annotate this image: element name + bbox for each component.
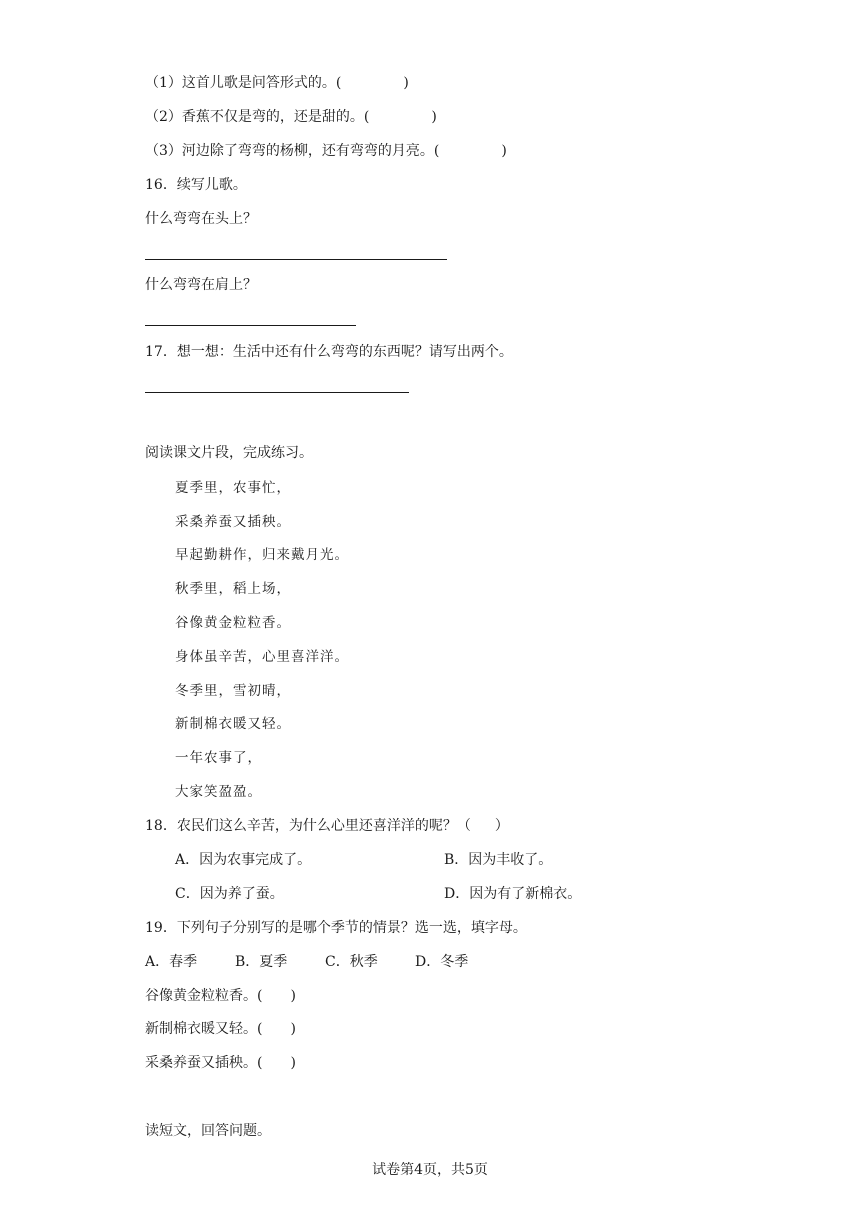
q19-sentence-3: 采桑养蚕又插秧。( ) xyxy=(145,1055,296,1071)
q19-title: 19．下列句子分别写的是哪个季节的情景？选一选，填字母。 xyxy=(145,920,527,936)
q15-item-1: （1）这首儿歌是问答形式的。( ) xyxy=(145,75,409,91)
q19-choice-b: B．夏季 xyxy=(235,954,288,970)
q16-prompt-2: 什么弯弯在肩上？ xyxy=(145,277,257,293)
q19-choice-d: D．冬季 xyxy=(415,954,469,970)
q18-title-text: 18．农民们这么辛苦，为什么心里还喜洋洋的呢？（ xyxy=(145,818,471,834)
q17-title: 17．想一想：生活中还有什么弯弯的东西呢？请写出两个。 xyxy=(145,344,513,360)
reading1-instruction: 阅读课文片段，完成练习。 xyxy=(145,445,313,461)
q15-item-2: （2）香蕉不仅是弯的，还是甜的。( ) xyxy=(145,109,437,125)
q15-item-2-text: （2）香蕉不仅是弯的，还是甜的。( xyxy=(145,109,370,125)
poem-line: 冬季里，雪初晴， xyxy=(175,683,291,699)
q19-choice-c: C．秋季 xyxy=(325,954,378,970)
answer-line-1[interactable] xyxy=(145,259,447,260)
q19-sentence-2: 新制棉衣暖又轻。( ) xyxy=(145,1021,296,1037)
poem-line: 秋季里，稻上场， xyxy=(175,581,291,597)
q15-item-3: （3）河边除了弯弯的杨柳，还有弯弯的月亮。( ) xyxy=(145,143,507,159)
q18-option-b[interactable]: B．因为丰收了。 xyxy=(444,852,553,868)
answer-line-3[interactable] xyxy=(145,392,409,393)
q19-choice-a: A．春季 xyxy=(145,954,198,970)
q18-option-c[interactable]: C．因为养了蚕。 xyxy=(175,886,284,902)
poem-line: 采桑养蚕又插秧。 xyxy=(175,514,291,530)
poem-line: 新制棉衣暖又轻。 xyxy=(175,716,291,732)
q15-item-1-text: （1）这首儿歌是问答形式的。( xyxy=(145,75,342,91)
page-footer: 试卷第4页，共5页 xyxy=(372,1162,488,1178)
poem-line: 身体虽辛苦，心里喜洋洋。 xyxy=(175,649,349,665)
poem-line: 夏季里，农事忙， xyxy=(175,480,291,496)
q16-title: 16．续写儿歌。 xyxy=(145,177,247,193)
q19-sentence-1: 谷像黄金粒粒香。( ) xyxy=(145,988,296,1004)
q16-prompt-1: 什么弯弯在头上？ xyxy=(145,211,257,227)
reading2-instruction: 读短文，回答问题。 xyxy=(145,1123,271,1139)
q18-option-a[interactable]: A．因为农事完成了。 xyxy=(175,852,312,868)
q18-title: 18．农民们这么辛苦，为什么心里还喜洋洋的呢？（ ） xyxy=(145,818,509,834)
q15-item-3-text: （3）河边除了弯弯的杨柳，还有弯弯的月亮。( xyxy=(145,143,440,159)
poem-line: 早起勤耕作，归来戴月光。 xyxy=(175,547,349,563)
q18-option-d[interactable]: D．因为有了新棉衣。 xyxy=(444,886,582,902)
poem-line: 一年农事了， xyxy=(175,750,262,766)
poem-line: 谷像黄金粒粒香。 xyxy=(175,615,291,631)
poem-line: 大家笑盈盈。 xyxy=(175,784,262,800)
answer-line-2[interactable] xyxy=(145,325,356,326)
